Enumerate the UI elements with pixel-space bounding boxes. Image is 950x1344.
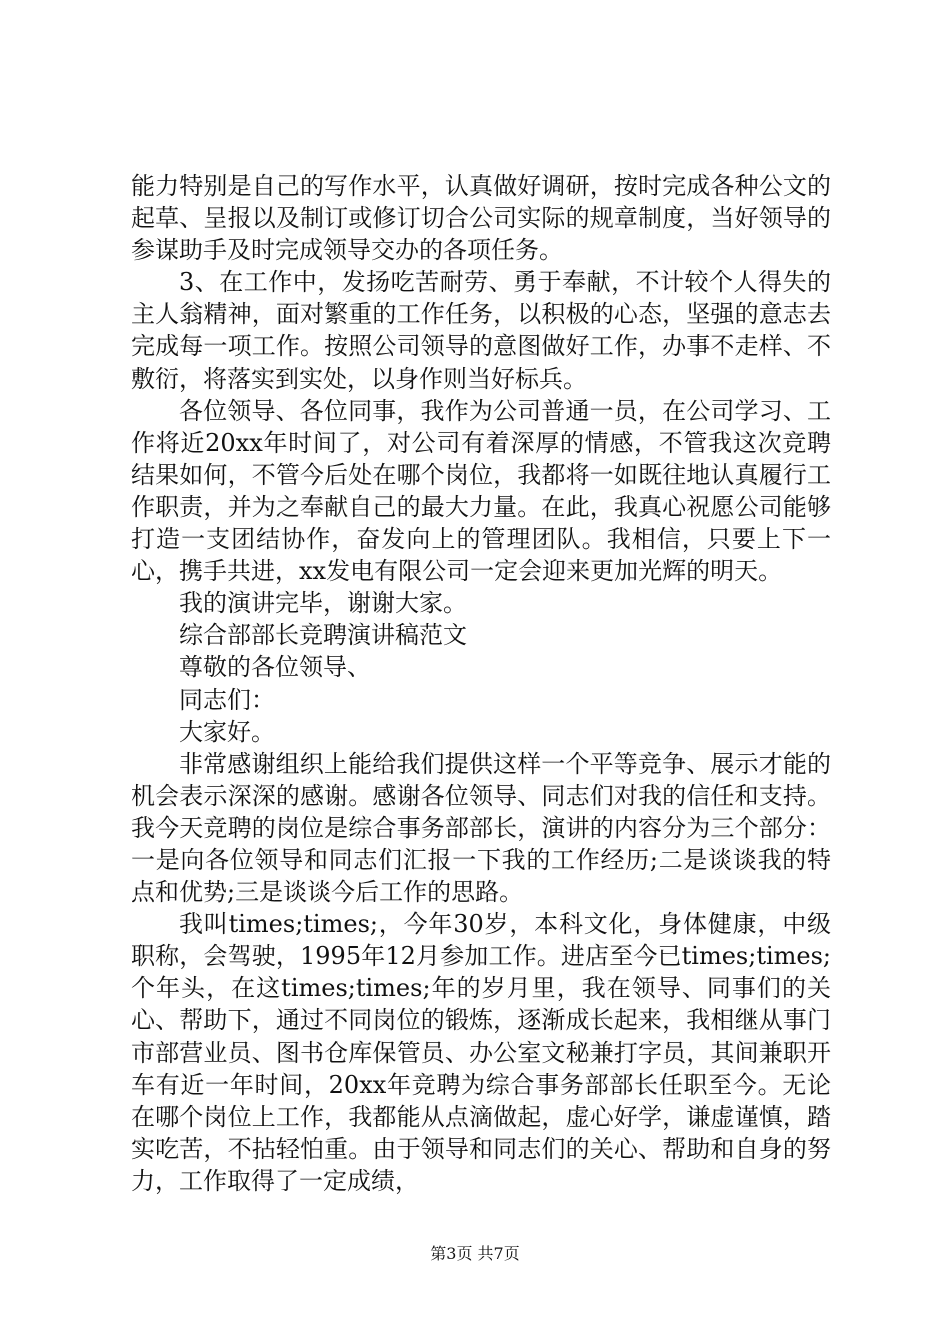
paragraph-intro: 非常感谢组织上能给我们提供这样一个平等竞争、展示才能的机会表示深深的感谢。感谢各位领导、同志们对我的信任和支持。我今天竞聘的岗位是综合事务部部长，演讲的内容分为三个部分：一是向各位领导和同志们汇报一下我的工作经历;二是谈谈我的特点和优势;三是谈谈今后工作的思路。: [131, 749, 831, 907]
paragraph-continuation: 能力特别是自己的写作水平，认真做好调研，按时完成各种公文的起草、呈报以及制订或修订切合公司实际的规章制度，当好领导的参谋助手及时完成领导交办的各项任务。: [131, 172, 831, 265]
paragraph-experience: 我叫times;times;，今年30岁，本科文化，身体健康，中级职称，会驾驶，1995年12月参加工作。进店至今已times;times;个年头，在这times;times;年的岁月里，我在领导、同事们的关心、帮助下，通过不同岗位的锻炼，逐渐成长起来，我相继从事门市部营业员、图书仓库保管员、办公室文秘兼打字员，其间兼职开车有近一年时间，20xx年竞聘为综合事务部部长任职至今。无论在哪个岗位上工作，我都能从点滴做起，虚心好学，谦虚谨慎，踏实吃苦，不拈轻怕重。由于领导和同志们的关心、帮助和自身的努力，工作取得了一定成绩，: [131, 910, 831, 1195]
body-text: [131, 170, 831, 1197]
salutation-leaders: 尊敬的各位领导、: [179, 653, 371, 682]
page-number-footer: 第3页 共7页: [430, 1244, 520, 1263]
section-title: 综合部部长竞聘演讲稿范文: [179, 621, 467, 650]
paragraph-point-3: 3、在工作中，发扬吃苦耐劳、勇于奉献，不计较个人得失的主人翁精神，面对繁重的工作任务，以积极的心态，坚强的意志去完成每一项工作。按照公司领导的意图做好工作，办事不走样、不敷衍，将落实到实处，以身作则当好标兵。: [131, 268, 831, 393]
paragraph-closing: 各位领导、各位同事，我作为公司普通一员，在公司学习、工作将近20xx年时间了，对公司有着深厚的情感，不管我这次竞聘结果如何，不管今后处在哪个岗位，我都将一如既往地认真履行工作职责，并为之奉献自己的最大力量。在此，我真心祝愿公司能够打造一支团结协作，奋发向上的管理团队。我相信，只要上下一心，携手共进，xx发电有限公司一定会迎来更加光辉的明天。: [131, 396, 831, 586]
salutation-comrades: 同志们：: [179, 685, 275, 714]
paragraph-thanks: 我的演讲完毕，谢谢大家。: [179, 589, 467, 618]
greeting: 大家好。: [179, 717, 275, 746]
